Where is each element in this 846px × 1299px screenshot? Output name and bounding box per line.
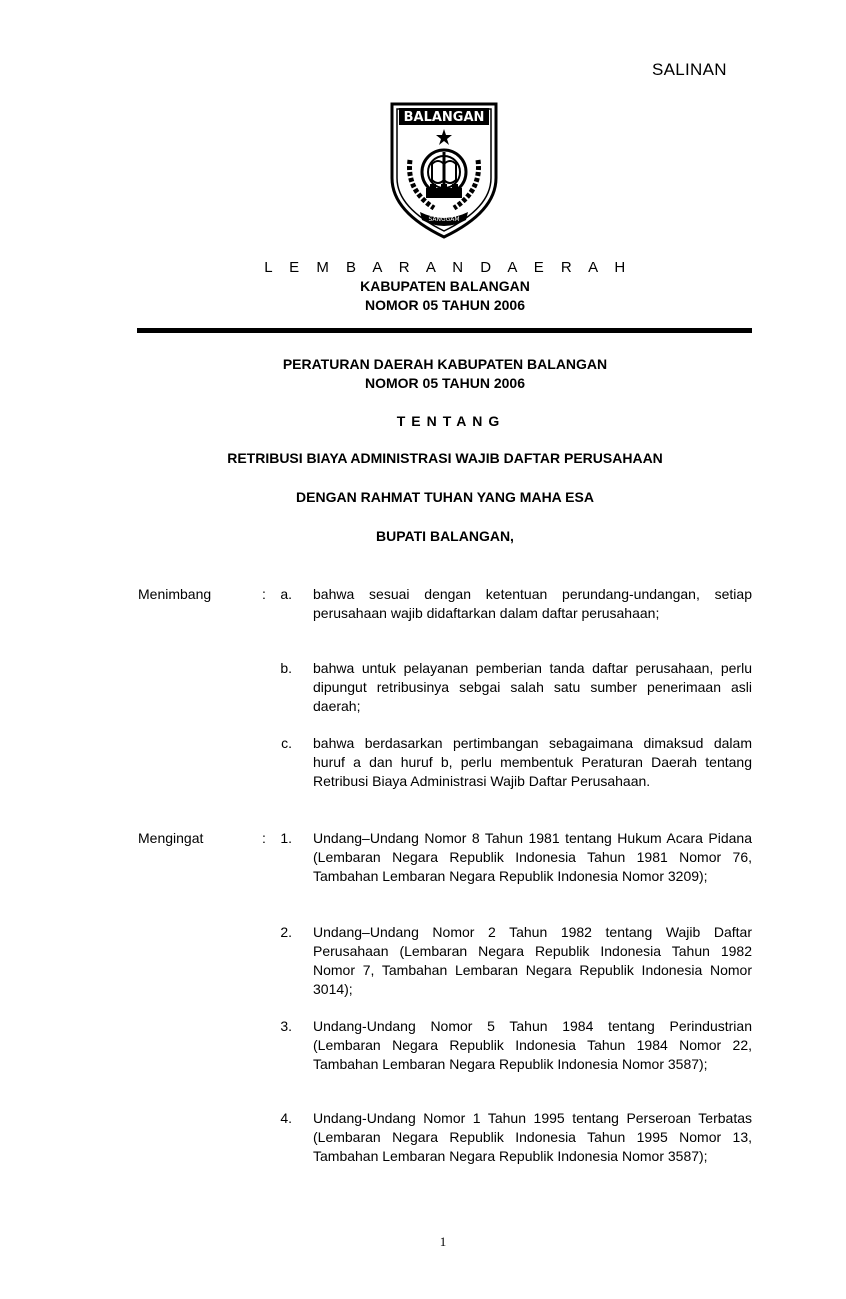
regulation-title: [138, 355, 752, 393]
item-text: bahwa berdasarkan pertimbangan sebagaimana dimaksud dalam huruf a dan huruf b, perlu membentuk Peraturan Daerah tentang Retribusi Biaya Administrasi Wajib Daftar Perusahaan.: [313, 735, 752, 789]
item-text: bahwa sesuai dengan ketentuan perundang-undangan, setiap perusahaan wajib didaftarkan dalam daftar perusahaan;: [313, 586, 752, 621]
regulation-number: NOMOR 05 TAHUN 2006: [364, 375, 525, 391]
item-text: bahwa untuk pelayanan pemberian tanda daftar perusahaan, perlu dipungut retribusinya sebgai salah satu sumber penerimaan asli daerah;: [313, 660, 752, 714]
header-divider: [137, 328, 752, 333]
gazette-region: KABUPATEN BALANGAN: [360, 278, 530, 294]
official-title: BUPATI BALANGAN,: [376, 528, 514, 544]
item-marker: 1.: [280, 830, 292, 846]
item-marker: c.: [281, 735, 292, 751]
emblem-banner-text: BALANGAN: [403, 110, 485, 125]
regulation-subject: RETRIBUSI BIAYA ADMINISTRASI WAJIB DAFTAR PERUSAHAAN: [227, 450, 663, 466]
mengingat-label: Mengingat: [138, 830, 204, 846]
copy-label: SALINAN: [652, 60, 727, 79]
item-text: Undang–Undang Nomor 8 Tahun 1981 tentang Hukum Acara Pidana (Lembaran Negara Republik Indonesia Tahun 1981 Nomor 76, Tambahan Lembaran Negara Republik Indonesia Nomor 3209);: [313, 830, 752, 884]
item-marker: b.: [280, 660, 292, 676]
menimbang-label: Menimbang: [138, 586, 212, 602]
mengingat-colon: :: [262, 830, 266, 846]
gazette-header: [138, 258, 752, 315]
item-marker: 3.: [280, 1018, 292, 1034]
regulation-name: PERATURAN DAERAH KABUPATEN BALANGAN: [282, 356, 608, 372]
item-text: Undang–Undang Nomor 2 Tahun 1982 tentang Wajib Daftar Perusahaan (Lembaran Negara Republik Indonesia Tahun 1982 Nomor 7, Tambahan Lembaran Negara Republik Indonesia Nomor 3014);: [313, 924, 752, 997]
item-marker: a.: [280, 586, 292, 602]
item-marker: 4.: [280, 1110, 292, 1126]
menimbang-colon: :: [262, 586, 266, 602]
page-number: 1: [439, 1234, 447, 1249]
gazette-number: NOMOR 05 TAHUN 2006: [364, 297, 525, 313]
invocation: DENGAN RAHMAT TUHAN YANG MAHA ESA: [296, 489, 594, 505]
balangan-emblem: [388, 100, 500, 240]
item-text: Undang-Undang Nomor 5 Tahun 1984 tentang Perindustrian (Lembaran Negara Republik Indonesia Tahun 1984 Nomor 22, Tambahan Lembaran Negara Republik Indonesia Nomor 3587);: [313, 1018, 752, 1072]
tentang-label: TENTANG: [396, 413, 506, 429]
item-text: Undang-Undang Nomor 1 Tahun 1995 tentang Perseroan Terbatas (Lembaran Negara Republik Indonesia Tahun 1995 Nomor 13, Tambahan Lembaran Negara Republik Indonesia Nomor 3587);: [313, 1110, 752, 1164]
gazette-title: L E M B A R A N D A E R A H: [264, 259, 632, 276]
emblem-ribbon-text: SANGGAM: [428, 216, 460, 223]
item-marker: 2.: [280, 924, 292, 940]
